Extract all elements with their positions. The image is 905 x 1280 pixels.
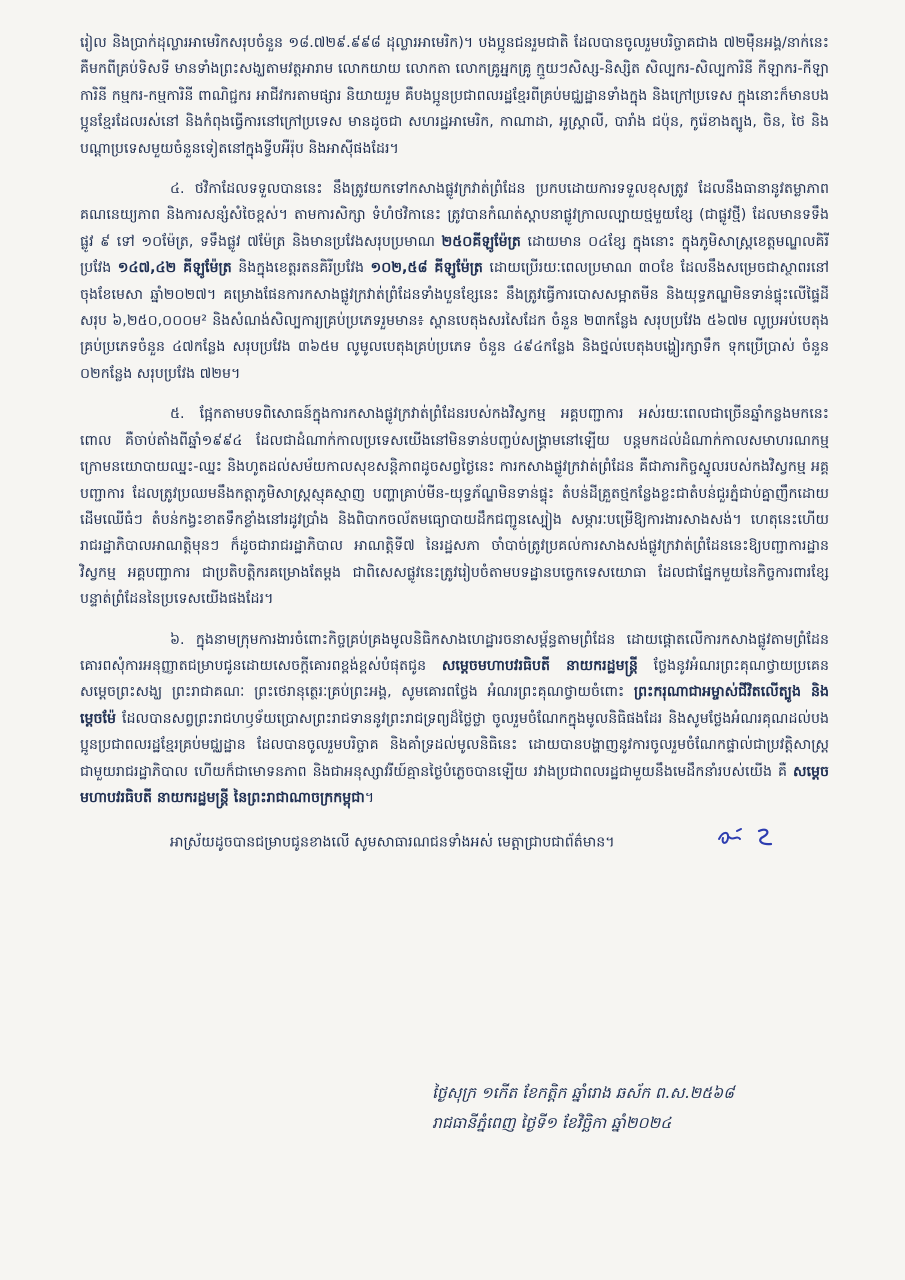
body-text: ដោយមាន ០៤ខ្សែ ក្នុងនោះ ក្នុងភូមិសាស្ត្រខេត្តមណ្ឌលគិរី ប្រវែង <box>80 233 830 277</box>
solar-date: រាជធានីភ្នំពេញ ថ្ងៃទី១ ខែវិច្ឆិកា ឆ្នាំ២០២៤ <box>432 1114 672 1132</box>
body-text: ដែលបានសព្វព្រះរាជហឫទ័យប្រោសព្រះរាជទាននូវព្រះរាជទ្រព្យដ៏ថ្លៃថ្លា ចូលរួមចំណែកក្នុងមូលនិធិផងដែរ និងសូមថ្លែងអំណរគុណដល់បងប្អូនប្រជាពលរដ្ឋខ្មែរគ្រប់មជ្ឈដ្ឋាន ដែលបានចូលរួមបរិច្ចាគ និងគាំទ្រដល់មូលនិធិនេះ ដោយបានបង្ហាញនូវការចូលរួមចំណែកផ្ទាល់ជាប្រវត្តិសាស្ត្រជាមួយរាជរដ្ឋាភិបាល ហើយក៏ជាមោទនភាព និងជាអនុស្សាវរីយ៍គ្មានថ្ងៃបំភ្លេចបានឡើយ រវាងប្រជាពលរដ្ឋជាមួយនឹងមេដឹកនាំរបស់យើង គឺ <box>80 710 829 780</box>
paragraph-6 <box>80 627 829 812</box>
paragraph-5 <box>80 401 829 612</box>
emphasis-text: សម្ដេចមហាបវរធិបតី នាយករដ្ឋមន្ត្រី <box>441 657 638 674</box>
body-text: ៦. ក្នុងនាមក្រុមការងារចំពោះកិច្ចគ្រប់គ្រងមូលនិធិកសាងហេដ្ឋារចនាសម្ព័ន្ធតាមព្រំដែន ដោយផ្ដោតលើការកសាងផ្លូវតាមព្រំដែន គោរពសុំការអនុញ្ញាតជម្រាបជូនដោយសេចក្ដីគោរពខ្ពង់ខ្ពស់បំផុតជូន <box>80 631 829 674</box>
body-text: ៤. ថវិកាដែលទទួលបាននេះ នឹងត្រូវយកទៅកសាងផ្លូវក្រវាត់ព្រំដែន ប្រកបដោយការទទួលខុសត្រូវ ដែលនឹងធានានូវតម្លាភាព គណនេយ្យភាព និងការសន្សំសំចៃខ្ពស់។ តាមការសិក្សា ទំហំថវិកានេះ ត្រូវបានកំណត់ស្ដាបនាផ្លូវក្រាលល្បាយថ្មមួយខ្សែ (ជាផ្លូវថ្មី) ដែលមានទទឹងផ្លូវ ៩ ទៅ ១០ម៉ែត្រ, ទទឹងផ្លូវ ៧ម៉ែត្រ និងមានប្រវែងសរុបប្រមាណ <box>80 181 829 250</box>
closing-text: អាស្រ័យដូចបានជម្រាបជូនខាងលើ សូមសាធារណជនទាំងអស់ មេត្តាជ្រាបជាព័ត៌មាន។ <box>170 834 615 851</box>
emphasis-text: ១៤៧,៤២ គីឡូម៉ែត្រ <box>117 260 232 277</box>
emphasis-text: ១០២,៥៨ គីឡូម៉ែត្រ <box>370 260 483 277</box>
document-body <box>80 30 829 811</box>
closing-line <box>80 825 829 860</box>
body-text: ។ <box>364 789 375 806</box>
body-text: ថ្លែងនូវអំណរព្រះគុណថ្វាយប្រគេនសម្ដេចព្រះសង្ឃ ព្រះរាជាគណៈ ព្រះថេរានុត្ថេរៈគ្រប់ព្រះអង្គ, សូមគោរពថ្លែង អំណរព្រះគុណថ្វាយចំពោះ <box>80 657 829 701</box>
emphasis-text: សម្ដេចមហាបវរធិបតី នាយករដ្ឋមន្ត្រី នៃព្រះរាជាណាចក្រកម្ពុជា <box>80 763 829 806</box>
paragraph-4 <box>80 176 829 387</box>
body-text: ដោយប្រើរយៈពេលប្រមាណ ៣០ខែ ដែលនឹងសម្រេចជាស្ថាពរនៅចុងខែមេសា ឆ្នាំ២០២៧។ គម្រោងផែនការកសាងផ្លូវក្រវាត់ព្រំដែនទាំងបួនខ្សែនេះ នឹងត្រូវធ្វើការបោសសម្អាតមីន និងយុទ្ធភណ្ឌមិនទាន់ផ្ទុះលើផ្ទៃដីសរុប ៦,២៥០,០០០ម² និងសំណង់សិល្បការ្យគ្រប់ប្រភេទរួមមាន៖ ស្ពានបេតុងសរសៃដែក ចំនួន ២៣កន្លែង សរុបប្រវែង ៥៦៧ម លូប្រអប់បេតុងគ្រប់ប្រភេទចំនួន ៤៧កន្លែង សរុបប្រវែង ៣៦៥ម លូមូលបេតុងគ្រប់ប្រភេទ ចំនួន ៤៩៤កន្លែង និងថ្នល់បេតុងបង្ហៀរក្សាទឹក ទុកប្រើប្រាស់ ចំនួន ០២កន្លែង សរុបប្រវែង ៧២ម។ <box>80 260 829 382</box>
lunar-date: ថ្ងៃសុក្រ ១កើត ខែកត្ដិក ឆ្នាំរោង ឆស័ក ព.ស.២៥៦៨ <box>432 1084 735 1102</box>
body-text: រៀល និងប្រាក់ដុល្លារអាមេរិកសរុបចំនួន ១៨.៧២៩.៩៩៨ ដុល្លារអាមេរិក)។ បងប្អូនជនរួមជាតិ ដែលបានចូលរួមបរិច្ចាគជាង ៧២ម៉ឺនអង្គ/នាក់នេះ គឺមកពីគ្រប់ទិសទី មានទាំងព្រះសង្ឃតាមវត្តអារាម លោកយាយ លោកតា លោកគ្រូអ្នកគ្រូ ក្មួយៗសិស្ស-និស្សិត សិល្បករ-សិល្បការិនី កីឡាករ-កីឡាការិនី កម្មករ-កម្មការិនី ពាណិជ្ជករ អាជីវករតាមផ្សារ និយាយរួម គឺបងប្អូនប្រជាពលរដ្ឋខ្មែរពីគ្រប់មជ្ឈដ្ឋានទាំងក្នុង និងក្រៅប្រទេស ក្នុងនោះក៏មានបងប្អូនខ្មែរដែលរស់នៅ និងកំពុងធ្វើការនៅក្រៅប្រទេស មានដូចជា សហរដ្ឋអាមេរិក, កាណាដា, អូស្ត្រាលី, បារាំង ជប៉ុន, កូរ៉េខាងត្បូង, ចិន, ថៃ និងបណ្ដាប្រទេសមួយចំនួនទៀតនៅក្នុងទ្វីបអឺរ៉ុប និងអាស៊ីផងដែរ។ <box>80 35 829 157</box>
date-block <box>432 1078 827 1138</box>
emphasis-text: ព្រះករុណាជាអម្ចាស់ជីវិតលើត្បូង និងម្ដេចម៉ែ <box>80 684 829 727</box>
body-text: និងក្នុងខេត្តរតនគិរីប្រវែង <box>231 260 371 277</box>
body-text: ៥. ផ្អែកតាមបទពិសោធន៍ក្នុងការកសាងផ្លូវក្រវាត់ព្រំដែនរបស់កងវិស្វកម្ម អគ្គបញ្ជាការ អស់រយៈពេលជាច្រើនឆ្នាំកន្លងមកនេះ ពោល គឺចាប់តាំងពីឆ្នាំ១៩៩៤ ដែលជាដំណាក់កាលប្រទេសយើងនៅមិនទាន់បញ្ចប់សង្គ្រាមនៅឡើយ បន្តមកដល់ដំណាក់កាលសមាហរណកម្ម ក្រោមនយោបាយឈ្នះ-ឈ្នះ និងហូតដល់សម័យកាលសុខសន្តិភាពដូចសព្វថ្ងៃនេះ ការកសាងផ្លូវក្រវាត់ព្រំដែន គឺជាភារកិច្ចស្នូលរបស់កងវិស្វកម្ម អគ្គបញ្ជាការ ដែលត្រូវប្រឈមនឹងកត្តាភូមិសាស្ត្រស្មុគស្មាញ បញ្ហាគ្រាប់មីន-យុទ្ធភ័ណ្ឌមិនទាន់ផ្ទុះ តំបន់ដីគ្រួតថ្មកន្លែងខ្លះជាតំបន់ជួរភ្នំជាប់គ្នាញឹកដោយដើមឈើធំៗ តំបន់កង្វះខាតទឹកខ្លាំងនៅរដូវប្រាំង និងពិបាកចល័តមធ្យោបាយដឹកជញ្ជូនស្បៀង សម្ភារៈបម្រើឱ្យការងារសាងសង់។ ហេតុនេះហើយ រាជរដ្ឋាភិបាលអាណត្តិមុនៗ ក៏ដូចជារាជរដ្ឋាភិបាល អាណត្តិទី៧ នៃរដ្ឋសភា ចាំបាច់ត្រូវប្រគល់ការសាងសង់ផ្លូវក្រវាត់ព្រំដែននេះឱ្យបញ្ជាការដ្ឋានវិស្វកម្ម អគ្គបញ្ជាការ ជាប្រតិបត្តិករគម្រោងតែម្ដង ជាពិសេសផ្លូវនេះត្រូវរៀបចំតាមបទដ្ឋានបច្ចេកទេសយោធា ដែលជាផ្នែកមួយនៃកិច្ចការពារខ្សែបន្ទាត់ព្រំដែននៃប្រទេសយើងផងដែរ។ <box>80 406 829 608</box>
emphasis-text: ២៥០គីឡូម៉ែត្រ <box>441 233 521 250</box>
handwritten-initials <box>625 825 779 860</box>
paragraph-intro <box>80 30 829 162</box>
